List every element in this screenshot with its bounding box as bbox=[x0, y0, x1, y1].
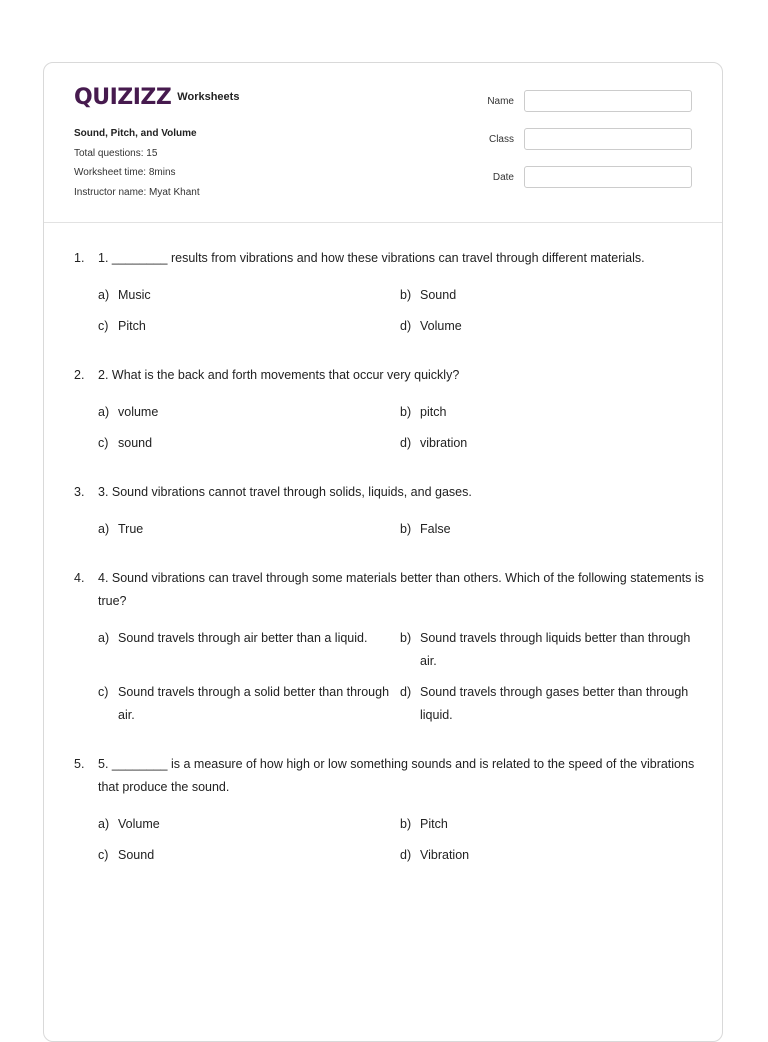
option-letter: b) bbox=[400, 288, 412, 302]
class-field[interactable] bbox=[524, 128, 692, 150]
answer-option[interactable] bbox=[400, 315, 702, 338]
option-text: pitch bbox=[420, 405, 447, 419]
question-text: 5. ________ is a measure of how high or low something sounds and is related to the speed of the vibrations that produce the sound. bbox=[98, 757, 695, 794]
option-text: volume bbox=[118, 405, 159, 419]
option-text: Volume bbox=[420, 319, 462, 333]
option-letter: b) bbox=[400, 405, 412, 419]
answer-options bbox=[98, 284, 704, 338]
option-text: Sound bbox=[420, 288, 457, 302]
name-field-row bbox=[474, 90, 692, 112]
answer-option[interactable] bbox=[400, 518, 702, 541]
option-letter: c) bbox=[98, 436, 109, 450]
option-letter: a) bbox=[98, 817, 110, 831]
question-list bbox=[74, 247, 704, 893]
answer-option[interactable] bbox=[98, 844, 400, 867]
option-text: Sound travels through a solid better than through air. bbox=[118, 685, 390, 722]
option-letter: a) bbox=[98, 522, 110, 536]
option-text: True bbox=[118, 522, 144, 536]
answer-option[interactable] bbox=[98, 518, 400, 541]
option-letter: d) bbox=[400, 848, 412, 862]
option-letter: b) bbox=[400, 522, 412, 536]
question-1 bbox=[74, 247, 704, 338]
class-label: Class bbox=[488, 133, 514, 145]
option-text: Sound bbox=[118, 848, 155, 862]
question-number: 1. bbox=[74, 251, 85, 265]
question-number: 3. bbox=[74, 485, 85, 499]
student-fields bbox=[474, 90, 692, 204]
answer-option[interactable] bbox=[400, 401, 702, 424]
option-letter: b) bbox=[400, 631, 412, 645]
question-number: 4. bbox=[74, 571, 85, 585]
option-letter: a) bbox=[98, 405, 110, 419]
name-label: Name bbox=[487, 95, 514, 107]
answer-options bbox=[98, 401, 704, 455]
option-letter: d) bbox=[400, 685, 412, 699]
option-text: vibration bbox=[420, 436, 468, 450]
option-letter: d) bbox=[400, 319, 412, 333]
option-letter: c) bbox=[98, 685, 109, 699]
option-letter: a) bbox=[98, 288, 110, 302]
total-questions: Total questions: 15 bbox=[74, 147, 158, 159]
answer-options bbox=[98, 518, 704, 541]
question-number: 2. bbox=[74, 368, 85, 382]
answer-option[interactable] bbox=[98, 315, 400, 338]
option-text: Sound travels through air better than a liquid. bbox=[118, 631, 368, 645]
answer-option[interactable] bbox=[400, 284, 702, 307]
question-text: 1. ________ results from vibrations and how these vibrations can travel through different materials. bbox=[98, 251, 645, 265]
worksheet-time: Worksheet time: 8mins bbox=[74, 167, 176, 178]
question-text: 2. What is the back and forth movements that occur very quickly? bbox=[98, 368, 460, 382]
worksheet bbox=[43, 62, 723, 1042]
option-text: sound bbox=[118, 436, 153, 450]
option-text: Vibration bbox=[420, 848, 470, 862]
option-letter: b) bbox=[400, 817, 412, 831]
answer-option[interactable] bbox=[400, 813, 702, 836]
question-text: 3. Sound vibrations cannot travel through solids, liquids, and gases. bbox=[98, 485, 472, 499]
option-text: Sound travels through liquids better than through air. bbox=[420, 631, 691, 668]
logo-subtitle: Worksheets bbox=[177, 90, 240, 103]
question-2 bbox=[74, 364, 704, 455]
brand bbox=[74, 85, 239, 110]
answer-option[interactable] bbox=[98, 432, 400, 455]
option-text: Music bbox=[118, 288, 151, 302]
answer-option[interactable] bbox=[400, 627, 702, 673]
question-4 bbox=[74, 567, 704, 727]
answer-options bbox=[98, 813, 704, 867]
answer-option[interactable] bbox=[98, 401, 400, 424]
question-number: 5. bbox=[74, 757, 85, 771]
worksheet-header bbox=[44, 63, 722, 223]
worksheet-title: Sound, Pitch, and Volume bbox=[74, 128, 197, 139]
option-letter: d) bbox=[400, 436, 412, 450]
quizizz-logo: QUIZIZZ bbox=[74, 85, 172, 110]
instructor-name: Instructor name: Myat Khant bbox=[74, 186, 200, 198]
question-5 bbox=[74, 753, 704, 867]
option-text: False bbox=[420, 522, 451, 536]
answer-options bbox=[98, 627, 704, 727]
date-label: Date bbox=[492, 171, 514, 183]
worksheet-meta bbox=[74, 124, 200, 202]
option-letter: c) bbox=[98, 319, 109, 333]
date-field[interactable] bbox=[524, 166, 692, 188]
answer-option[interactable] bbox=[98, 627, 400, 673]
name-field[interactable] bbox=[524, 90, 692, 112]
question-3 bbox=[74, 481, 704, 541]
answer-option[interactable] bbox=[98, 813, 400, 836]
question-text: 4. Sound vibrations can travel through some materials better than others. Which of the following statements is true? bbox=[98, 571, 704, 608]
answer-option[interactable] bbox=[98, 681, 400, 727]
option-text: Sound travels through gases better than through liquid. bbox=[420, 685, 689, 722]
answer-option[interactable] bbox=[98, 284, 400, 307]
option-text: Pitch bbox=[118, 319, 146, 333]
option-text: Pitch bbox=[420, 817, 448, 831]
option-letter: c) bbox=[98, 848, 109, 862]
answer-option[interactable] bbox=[400, 432, 702, 455]
answer-option[interactable] bbox=[400, 681, 702, 727]
option-text: Volume bbox=[118, 817, 160, 831]
answer-option[interactable] bbox=[400, 844, 702, 867]
class-field-row bbox=[474, 128, 692, 150]
date-field-row bbox=[474, 166, 692, 188]
option-letter: a) bbox=[98, 631, 110, 645]
